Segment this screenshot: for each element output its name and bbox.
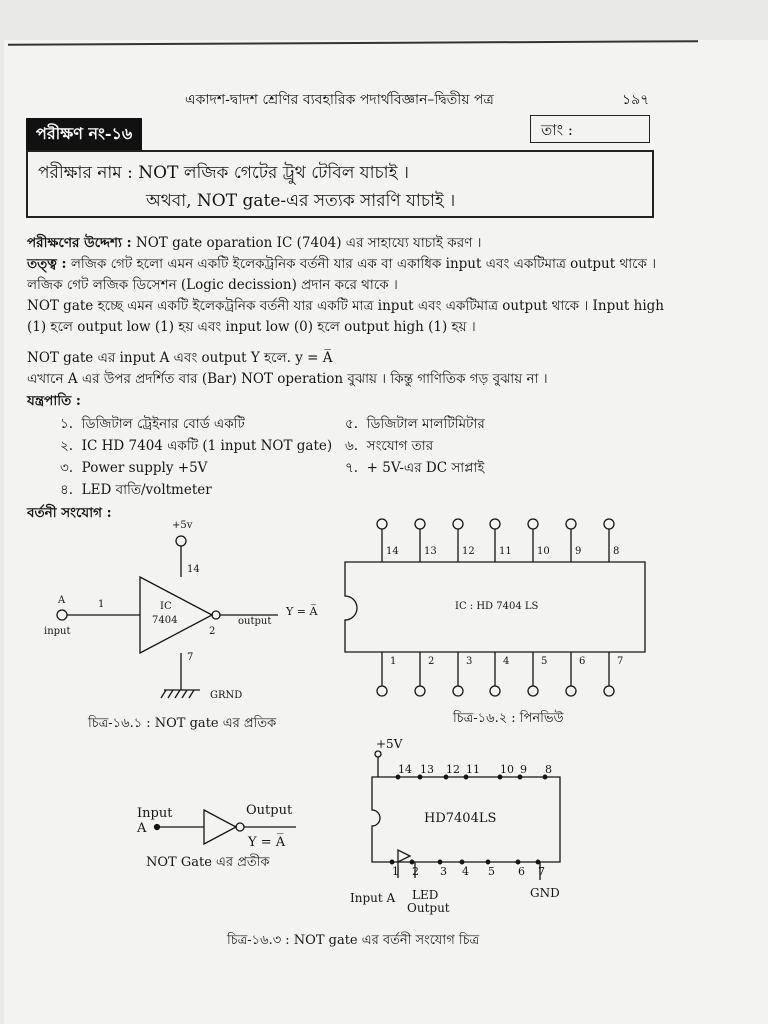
fig2-caption: চিত্র-১৬.২ : পিনভিউ [453, 711, 564, 726]
symbol-a: A [137, 821, 147, 836]
symbol-input: Input [137, 806, 173, 821]
fig1-ic-line2: 7404 [152, 615, 178, 626]
fig2-bottom-pin-label-5: 5 [541, 656, 548, 667]
fig2-top-pin-label-14: 14 [386, 546, 399, 557]
fig1-input-word: input [44, 626, 71, 637]
fig2-bottom-pin-label-4: 4 [503, 656, 510, 667]
fig2-top-pin-label-11: 11 [499, 546, 512, 557]
experiment-number-tag: পরীক্ষণ নং-১৬ [26, 118, 142, 151]
fig3-bottom-pin-2 [410, 860, 414, 864]
fig3-top-pin-label-8: 8 [545, 763, 552, 776]
fig3-chip-label: HD7404LS [424, 811, 497, 826]
fig3-led: LED [412, 888, 439, 902]
fig2-bottom-pin-5 [528, 686, 538, 696]
fig1-output-expr: Y = A̅ [286, 605, 318, 618]
fig3-gnd: GND [530, 886, 560, 900]
fig2-bottom-pin-label-6: 6 [579, 656, 586, 667]
theory-line-3: NOT gate হচ্ছে এমন একটি ইলেকট্রনিক বর্তনী যার একটি মাত্র input এবং একটিমাত্র output থাকে । Input high [27, 298, 664, 314]
fig3-bottom-pin-label-6: 6 [518, 865, 525, 878]
fig2-top-pin-label-9: 9 [575, 546, 582, 557]
apparatus-item-4: ৪. LED বাতি/voltmeter [60, 482, 212, 498]
fig3-bottom-pin-6 [516, 860, 520, 864]
symbol-expr: Y = A̅ [248, 835, 286, 850]
fig2-top-pin-8 [604, 519, 614, 529]
objective-label: পরীক্ষণের উদ্দেশ্য : [27, 235, 132, 251]
circuit-label: বর্তনী সংযোগ : [27, 505, 112, 521]
fig3-bottom-pin-label-4: 4 [462, 865, 469, 878]
fig2-bottom-pin-1 [377, 686, 387, 696]
page-number: ১৯৭ [622, 92, 650, 108]
fig2-top-pin-label-12: 12 [462, 546, 475, 557]
apparatus-label: যন্ত্রপাতি : [27, 393, 81, 409]
fig3-bottom-pin-1 [390, 860, 394, 864]
fig2-top-pin-label-10: 10 [537, 546, 550, 557]
fig1-pin7: 7 [187, 652, 194, 663]
fig3-top-pin-label-14: 14 [398, 763, 412, 776]
title-line-1: পরীক্ষার নাম : NOT লজিক গেটের ট্রুথ টেবিল যাচাই । [38, 163, 409, 183]
date-box: তাং : [530, 115, 650, 143]
fig2-bottom-pin-6 [566, 686, 576, 696]
fig3-bottom-pin-label-3: 3 [440, 865, 447, 878]
fig2-top-pin-label-13: 13 [424, 546, 437, 557]
fig3-bottom-pin-5 [486, 860, 490, 864]
fig2-bottom-pin-4 [490, 686, 500, 696]
apparatus-item-1: ১. ডিজিটাল ট্রেইনার বোর্ড একটি [60, 416, 245, 432]
theory-text-1: লজিক গেট হলো এমন একটি ইলেকট্রনিক বর্তনী যার এক বা একাধিক input এবং একটিমাত্র output থাকে । [70, 256, 657, 272]
fig2-top-pin-label-8: 8 [613, 546, 620, 557]
fig1-vcc: +5v [172, 520, 193, 531]
fig3-top-pin-label-12: 12 [446, 763, 460, 776]
fig3-vcc: +5V [376, 737, 403, 751]
fig2-top-pin-14 [377, 519, 387, 529]
fig1-pin2: 2 [209, 626, 216, 637]
fig1-output-word: output [238, 616, 272, 627]
fig1-input-letter: A [58, 595, 66, 606]
theory-label: তত্ত্ব : [27, 256, 67, 272]
apparatus-item-3: ৩. Power supply +5V [60, 460, 208, 476]
theory-line-4: (1) হলে output low (1) হয় এবং input low (0) হলে output high (1) হয় । [27, 319, 476, 335]
fig2-top-pin-10 [528, 519, 538, 529]
fig1-caption: চিত্র-১৬.১ : NOT gate এর প্রতিক [88, 716, 277, 731]
fig2-bottom-pin-3 [453, 686, 463, 696]
fig1-ground: GRND [210, 690, 243, 701]
symbol-caption: NOT Gate এর প্রতীক [146, 855, 270, 870]
objective-text: NOT gate oparation IC (7404) এর সাহায্যে যাচাই করণ । [135, 235, 482, 251]
apparatus-item-6: ৬. সংযোগ তার [345, 438, 434, 454]
fig1-pin14: 14 [187, 564, 200, 575]
apparatus-item-7: ৭. + 5V-এর DC সাপ্লাই [345, 460, 485, 476]
fig3-bottom-pin-7 [536, 860, 540, 864]
fig2-bottom-pin-label-3: 3 [466, 656, 473, 667]
fig3-top-pin-label-11: 11 [466, 763, 480, 776]
fig3-bottom-pin-label-5: 5 [488, 865, 495, 878]
fig2-top-pin-13 [415, 519, 425, 529]
fig2-top-pin-11 [490, 519, 500, 529]
apparatus-item-5: ৫. ডিজিটাল মালটিমিটার [345, 416, 485, 432]
fig2-top-pin-12 [453, 519, 463, 529]
fig3-output: Output [407, 901, 450, 915]
theory-line-5: NOT gate এর input A এবং output Y হলে. y = A̅ [27, 350, 333, 366]
fig3-caption: চিত্র-১৬.৩ : NOT gate এর বর্তনী সংযোগ চিত্র [227, 933, 480, 948]
fig2-bottom-pin-2 [415, 686, 425, 696]
fig3-bottom-pin-4 [460, 860, 464, 864]
fig3-top-pin-label-13: 13 [420, 763, 434, 776]
fig3-top-pin-label-10: 10 [500, 763, 514, 776]
fig2-bottom-pin-7 [604, 686, 614, 696]
fig2-chip-label: IC : HD 7404 LS [455, 601, 539, 612]
fig3-input: Input A [350, 891, 396, 905]
fig2-bottom-pin-label-2: 2 [428, 656, 435, 667]
theory-line-2: লজিক গেট লজিক ডিসেশন (Logic decission) প্রদান করে থাকে । [27, 277, 398, 293]
running-header: একাদশ-দ্বাদশ শ্রেণির ব্যবহারিক পদার্থবিজ্ঞান–দ্বিতীয় পত্র [185, 92, 494, 108]
fig3-bottom-pin-3 [438, 860, 442, 864]
apparatus-item-2: ২. IC HD 7404 একটি (1 input NOT gate) [60, 438, 333, 454]
fig2-bottom-pin-label-1: 1 [390, 656, 397, 667]
fig1-pin1: 1 [98, 599, 105, 610]
fig1-ic-line1: IC [160, 601, 172, 612]
fig2-top-pin-9 [566, 519, 576, 529]
fig2-bottom-pin-label-7: 7 [617, 656, 624, 667]
fig3-bottom-pin-label-2: 2 [412, 865, 419, 878]
theory-line-6: এখানে A এর উপর প্রদর্শিত বার (Bar) NOT operation বুঝায় । কিন্তু গাণিতিক গড় বুঝায় না । [27, 371, 548, 387]
symbol-output: Output [246, 803, 293, 818]
fig3-bottom-pin-label-1: 1 [392, 865, 399, 878]
title-line-2: অথবা, NOT gate-এর সত্যক সারণি যাচাই । [146, 191, 456, 211]
fig3-top-pin-label-9: 9 [520, 763, 527, 776]
fig3-bottom-pin-label-7: 7 [538, 865, 545, 878]
